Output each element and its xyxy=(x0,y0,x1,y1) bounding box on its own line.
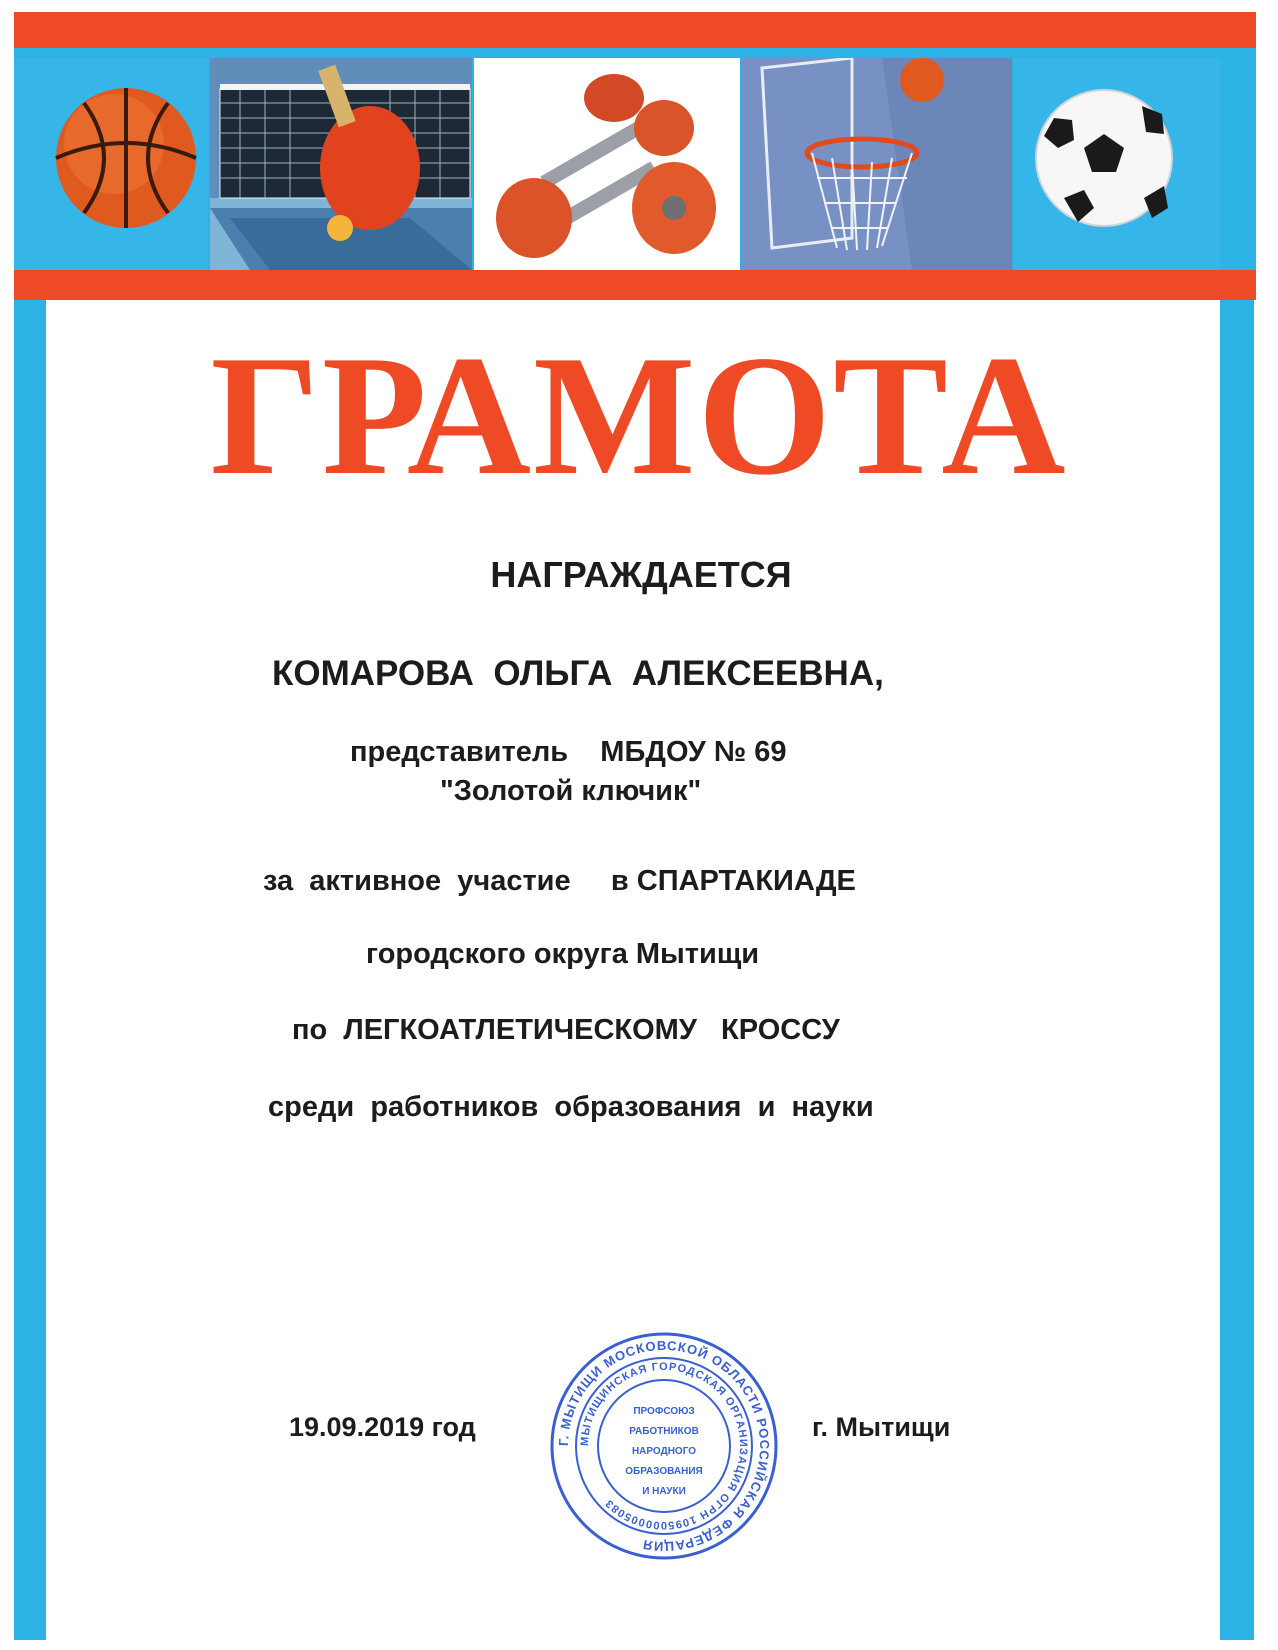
top-red-band xyxy=(14,12,1256,48)
representative-label: представитель МБДОУ № 69 xyxy=(350,736,787,768)
organization-name: "Золотой ключик" xyxy=(440,775,702,807)
stamp-outer-ring-text: Г. МЫТИЩИ МОСКОВСКОЙ ОБЛАСТИ РОССИЙСКАЯ ФЕДЕРАЦИЯ xyxy=(555,1337,773,1555)
soccer-ball-image xyxy=(1014,58,1220,270)
participation-line: за активное участие в СПАРТАКИАДЕ xyxy=(263,865,856,897)
certificate-title: ГРАМОТА xyxy=(210,321,1068,511)
district-line: городского округа Мытищи xyxy=(366,938,760,970)
table-tennis-image xyxy=(210,58,472,270)
recipient-name: КОМАРОВА ОЛЬГА АЛЕКСЕЕВНА, xyxy=(272,654,884,693)
certificate-date: 19.09.2019 год xyxy=(289,1412,476,1442)
event-line: по ЛЕГКОАТЛЕТИЧЕСКОМУ КРОССУ xyxy=(292,1014,840,1046)
basketball-hoop-image xyxy=(742,58,1012,270)
stamp-center-line-3: НАРОДНОГО xyxy=(631,1446,697,1457)
bottom-red-band xyxy=(14,270,1256,300)
stamp-inner-ring-text: МЫТИЩИНСКАЯ ГОРОДСКАЯ ОРГАНИЗАЦИЯ ОГРН 1095000005083 xyxy=(578,1360,750,1532)
dumbbells-image xyxy=(474,58,740,270)
awarded-label: НАГРАЖДАЕТСЯ xyxy=(490,554,792,595)
stamp-center-line-1: ПРОФСОЮЗ xyxy=(633,1406,695,1417)
stamp-center-line-5: И НАУКИ xyxy=(642,1486,686,1497)
among-line: среди работников образования и науки xyxy=(268,1091,874,1123)
certificate-city: г. Мытищи xyxy=(812,1412,951,1442)
stamp-center-line-4: ОБРАЗОВАНИЯ xyxy=(625,1466,703,1477)
basketball-image xyxy=(14,58,208,270)
union-stamp xyxy=(548,1330,780,1562)
stamp-center-line-2: РАБОТНИКОВ xyxy=(629,1426,699,1437)
